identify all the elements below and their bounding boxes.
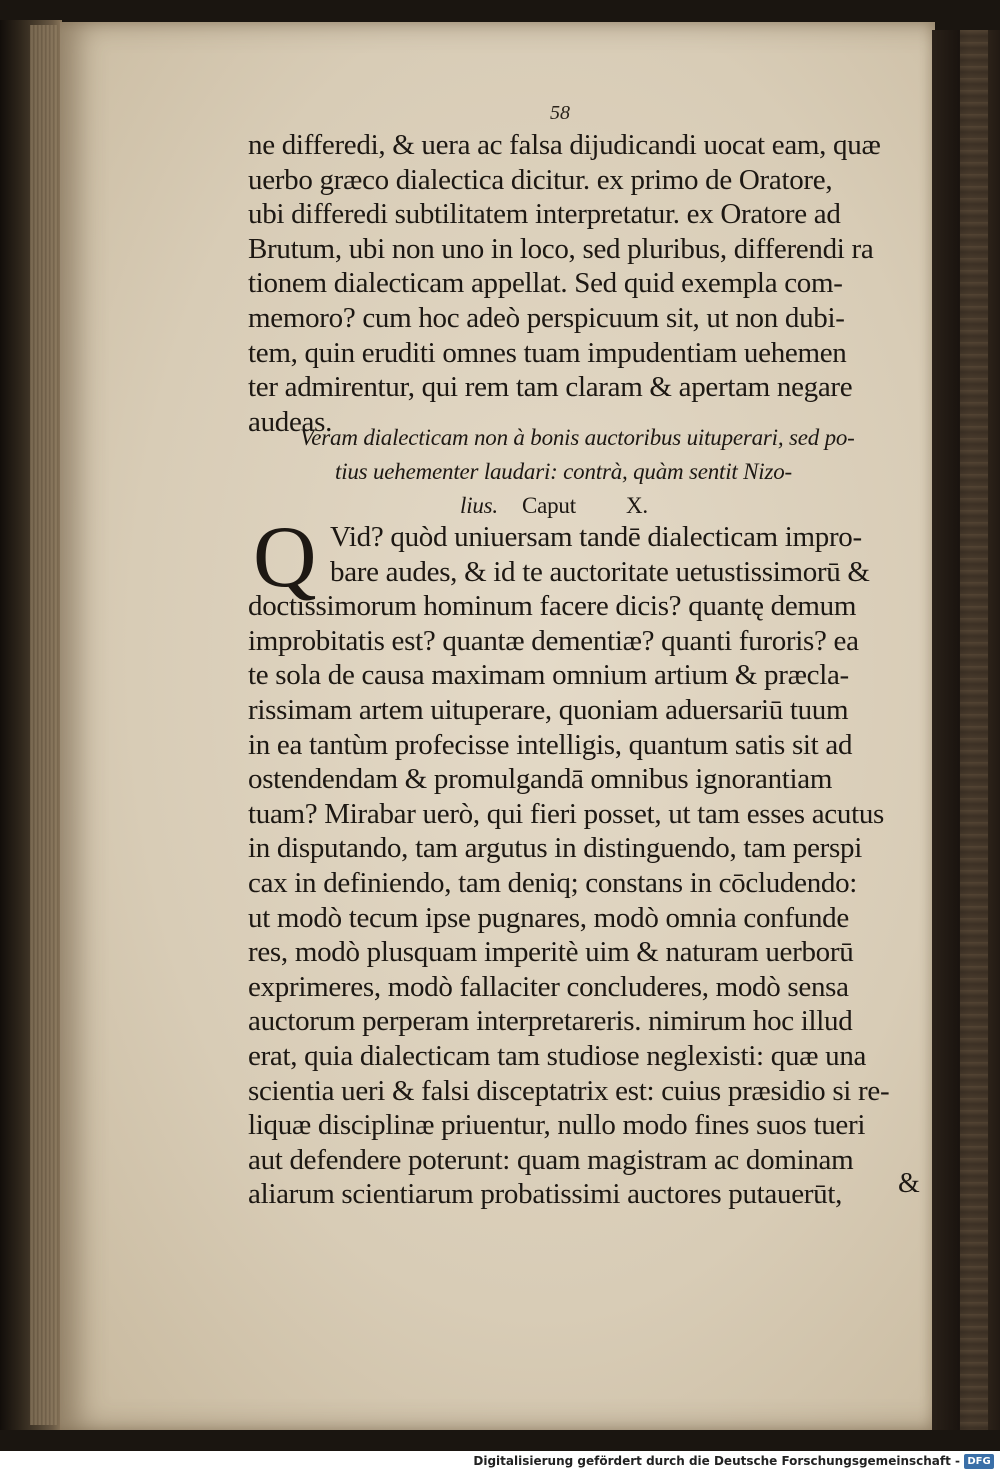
text-line: tem, quin eruditi omnes tuam impudentiam uehemen: [248, 336, 847, 369]
page-number: 58: [550, 102, 570, 124]
text-line: aut defendere poterunt: quam magistram ac dominam: [248, 1143, 854, 1176]
text-line: doctissimorum hominum facere dicis? quantę demum: [248, 590, 857, 623]
text-line: res, modò plusquam imperitè uim & naturam uerborū: [248, 936, 854, 969]
text-line: in ea tantùm profecisse intelligis, quantum satis sit ad: [248, 728, 853, 761]
text-line: tionem dialecticam appellat. Sed quid exempla com-: [248, 267, 843, 300]
text-line: audeas.: [248, 405, 333, 438]
text-line: Vid? quòd uniuersam tandē dialecticam impro-: [330, 521, 862, 553]
book-spine-band: [960, 30, 988, 1430]
text-line: ter admirentur, qui rem tam claram & apertam negare: [248, 371, 853, 404]
funding-credit: Digitalisierung gefördert durch die Deutsche Forschungsgemeinschaft -: [473, 1454, 960, 1468]
chapter-heading: [300, 421, 900, 523]
drop-cap-initial: Q: [253, 509, 317, 606]
text-line: ubi differedi subtilitatem interpretatur. ex Oratore ad: [248, 198, 841, 231]
heading-line-end: lius.: [460, 493, 498, 518]
dfg-logo: DFG: [964, 1454, 994, 1469]
top-paragraph: [248, 128, 938, 439]
text-line: ne differedi, & uera ac falsa dijudicandi uocat eam, quæ: [248, 129, 881, 161]
text-line: rissimam artem uituperare, quoniam aduersariū tuum: [248, 693, 849, 726]
text-line: auctorum perperam interpretareris. nimirum hoc illud: [248, 1005, 853, 1038]
text-line: cax in definiendo, tam deniq; constans in cōcludendo:: [248, 866, 858, 899]
chapter-paragraph: [248, 509, 938, 1212]
heading-line: [300, 489, 900, 523]
book-page-stack: [30, 25, 58, 1425]
heading-line: tius uehementer laudari: contrà, quàm sentit Nizo-: [335, 459, 792, 484]
caput-label: Caput: [521, 493, 576, 518]
text-line: improbitatis est? quantæ dementiæ? quanti furoris? ea: [248, 624, 859, 657]
text-line: ostendendam & promulgandā omnibus ignorantiam: [248, 763, 833, 796]
text-line: aliarum scientiarum probatissimi auctores putauerūt,: [248, 1178, 843, 1211]
text-line: bare audes, & id te auctoritate uetustissimorū &: [330, 555, 870, 588]
text-line: uerbo græco dialectica dicitur. ex primo de Oratore,: [248, 163, 833, 196]
heading-line: Veram dialecticam non à bonis auctoribus uituperari, sed po-: [300, 425, 855, 450]
footer-bar: [0, 1451, 1000, 1473]
text-line: in disputando, tam argutus in distinguendo, tam perspi: [248, 832, 862, 865]
text-line: tuam? Mirabar uerò, qui fieri posset, ut tam esses acutus: [248, 797, 885, 830]
text-line: Brutum, ubi non uno in loco, sed pluribus, differendi ra: [248, 232, 874, 265]
text-line: scientia ueri & falsi disceptatrix est: cuius præsidio si re-: [248, 1074, 890, 1107]
text-line: te sola de causa maximam omnium artium & præcla-: [248, 659, 849, 692]
catchword: &: [898, 1168, 920, 1199]
text-line: liquæ disciplinæ priuentur, nullo modo fines suos tueri: [248, 1109, 866, 1142]
text-line: exprimeres, modò fallaciter concluderes, modò sensa: [248, 970, 849, 1003]
text-line: memoro? cum hoc adeò perspicuum sit, ut non dubi-: [248, 301, 845, 334]
text-line: erat, quia dialecticam tam studiose neglexisti: quæ una: [248, 1039, 867, 1072]
text-line: ut modò tecum ipse pugnares, modò omnia confunde: [248, 901, 849, 934]
caput-number: X.: [625, 493, 648, 518]
